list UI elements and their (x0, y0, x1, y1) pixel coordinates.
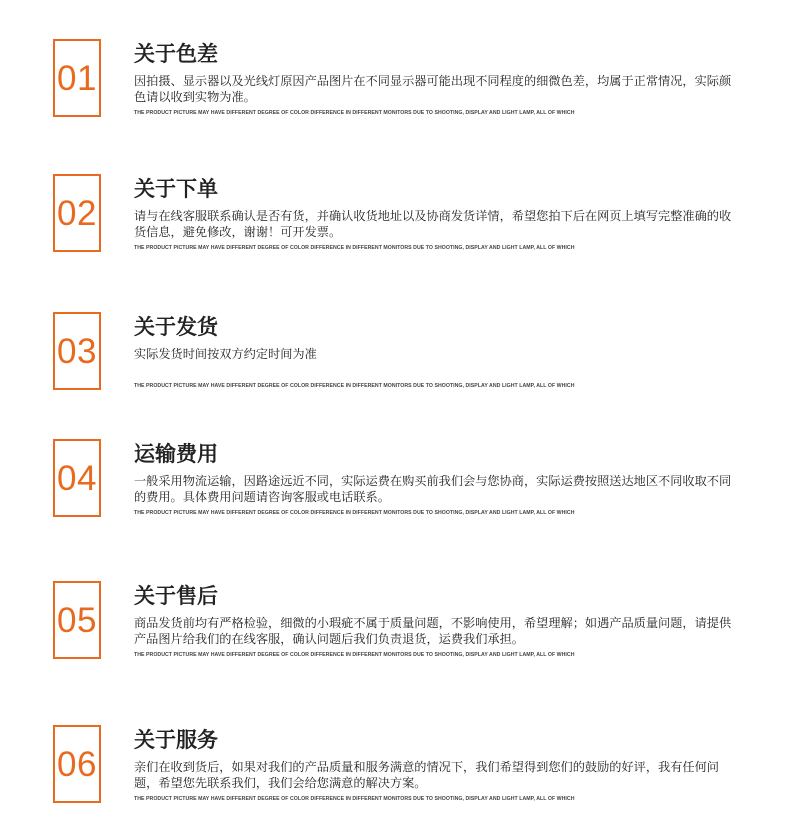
notice-title: 关于发货 (134, 315, 218, 339)
notice-body: 商品发货前均有严格检验，细微的小瑕疵不属于质量问题，不影响使用，希望理解；如遇产品质量问题，请提供产品图片给我们的在线客服，确认问题后我们负责退货，运费我们承担。 (134, 616, 732, 646)
notice-body: 因拍摄、显示器以及光线灯原因产品图片在不同显示器可能出现不同程度的细微色差，均属于正常情况，实际颜色请以收到实物为准。 (134, 74, 732, 104)
notice-title: 关于下单 (134, 177, 218, 201)
notice-number: 05 (57, 600, 97, 640)
notice-service (0, 725, 790, 815)
notice-number: 02 (57, 193, 97, 233)
notice-number-box (53, 581, 101, 659)
notice-title: 运输费用 (134, 442, 218, 466)
notice-shipping (0, 312, 790, 402)
notice-freight-cost (0, 439, 790, 529)
notice-ordering (0, 174, 790, 264)
notice-number-box (53, 439, 101, 517)
notice-caption: THE PRODUCT PICTURE MAY HAVE DIFFERENT DEGREE OF COLOR DIFFERENCE IN DIFFERENT MONITORS DUE TO SHOOTING, DISPLAY AND LIGHT LAMP, ALL OF WHICH (134, 245, 575, 251)
notice-number-box (53, 725, 101, 803)
notice-number: 01 (57, 58, 97, 98)
notice-title: 关于服务 (134, 728, 218, 752)
notice-caption: THE PRODUCT PICTURE MAY HAVE DIFFERENT DEGREE OF COLOR DIFFERENCE IN DIFFERENT MONITORS DUE TO SHOOTING, DISPLAY AND LIGHT LAMP, ALL OF WHICH (134, 110, 575, 116)
notice-number: 06 (57, 744, 97, 784)
notice-body: 请与在线客服联系确认是否有货，并确认收货地址以及协商发货详情，希望您拍下后在网页上填写完整准确的收货信息，避免修改，谢谢！可开发票。 (134, 209, 732, 239)
notice-caption: THE PRODUCT PICTURE MAY HAVE DIFFERENT DEGREE OF COLOR DIFFERENCE IN DIFFERENT MONITORS DUE TO SHOOTING, DISPLAY AND LIGHT LAMP, ALL OF WHICH (134, 796, 575, 802)
notice-body: 一般采用物流运输，因路途远近不同，实际运费在购买前我们会与您协商，实际运费按照送达地区不同收取不同的费用。具体费用问题请咨询客服或电话联系。 (134, 474, 732, 504)
notice-title: 关于售后 (134, 584, 218, 608)
notice-caption: THE PRODUCT PICTURE MAY HAVE DIFFERENT DEGREE OF COLOR DIFFERENCE IN DIFFERENT MONITORS DUE TO SHOOTING, DISPLAY AND LIGHT LAMP, ALL OF WHICH (134, 510, 575, 516)
notice-number-box (53, 174, 101, 252)
notice-caption: THE PRODUCT PICTURE MAY HAVE DIFFERENT DEGREE OF COLOR DIFFERENCE IN DIFFERENT MONITORS DUE TO SHOOTING, DISPLAY AND LIGHT LAMP, ALL OF WHICH (134, 383, 575, 389)
notice-after-sales (0, 581, 790, 671)
notice-body: 亲们在收到货后，如果对我们的产品质量和服务满意的情况下，我们希望得到您们的鼓励的好评，我有任何问题，希望您先联系我们，我们会给您满意的解决方案。 (134, 760, 719, 790)
notice-number-box (53, 39, 101, 117)
notice-title: 关于色差 (134, 42, 218, 66)
notice-number-box (53, 312, 101, 390)
notice-caption: THE PRODUCT PICTURE MAY HAVE DIFFERENT DEGREE OF COLOR DIFFERENCE IN DIFFERENT MONITORS DUE TO SHOOTING, DISPLAY AND LIGHT LAMP, ALL OF WHICH (134, 652, 575, 658)
notice-color-difference (0, 39, 790, 129)
notice-body: 实际发货时间按双方约定时间为准 (134, 347, 317, 361)
notice-number: 03 (57, 331, 97, 371)
notice-number: 04 (57, 458, 97, 498)
